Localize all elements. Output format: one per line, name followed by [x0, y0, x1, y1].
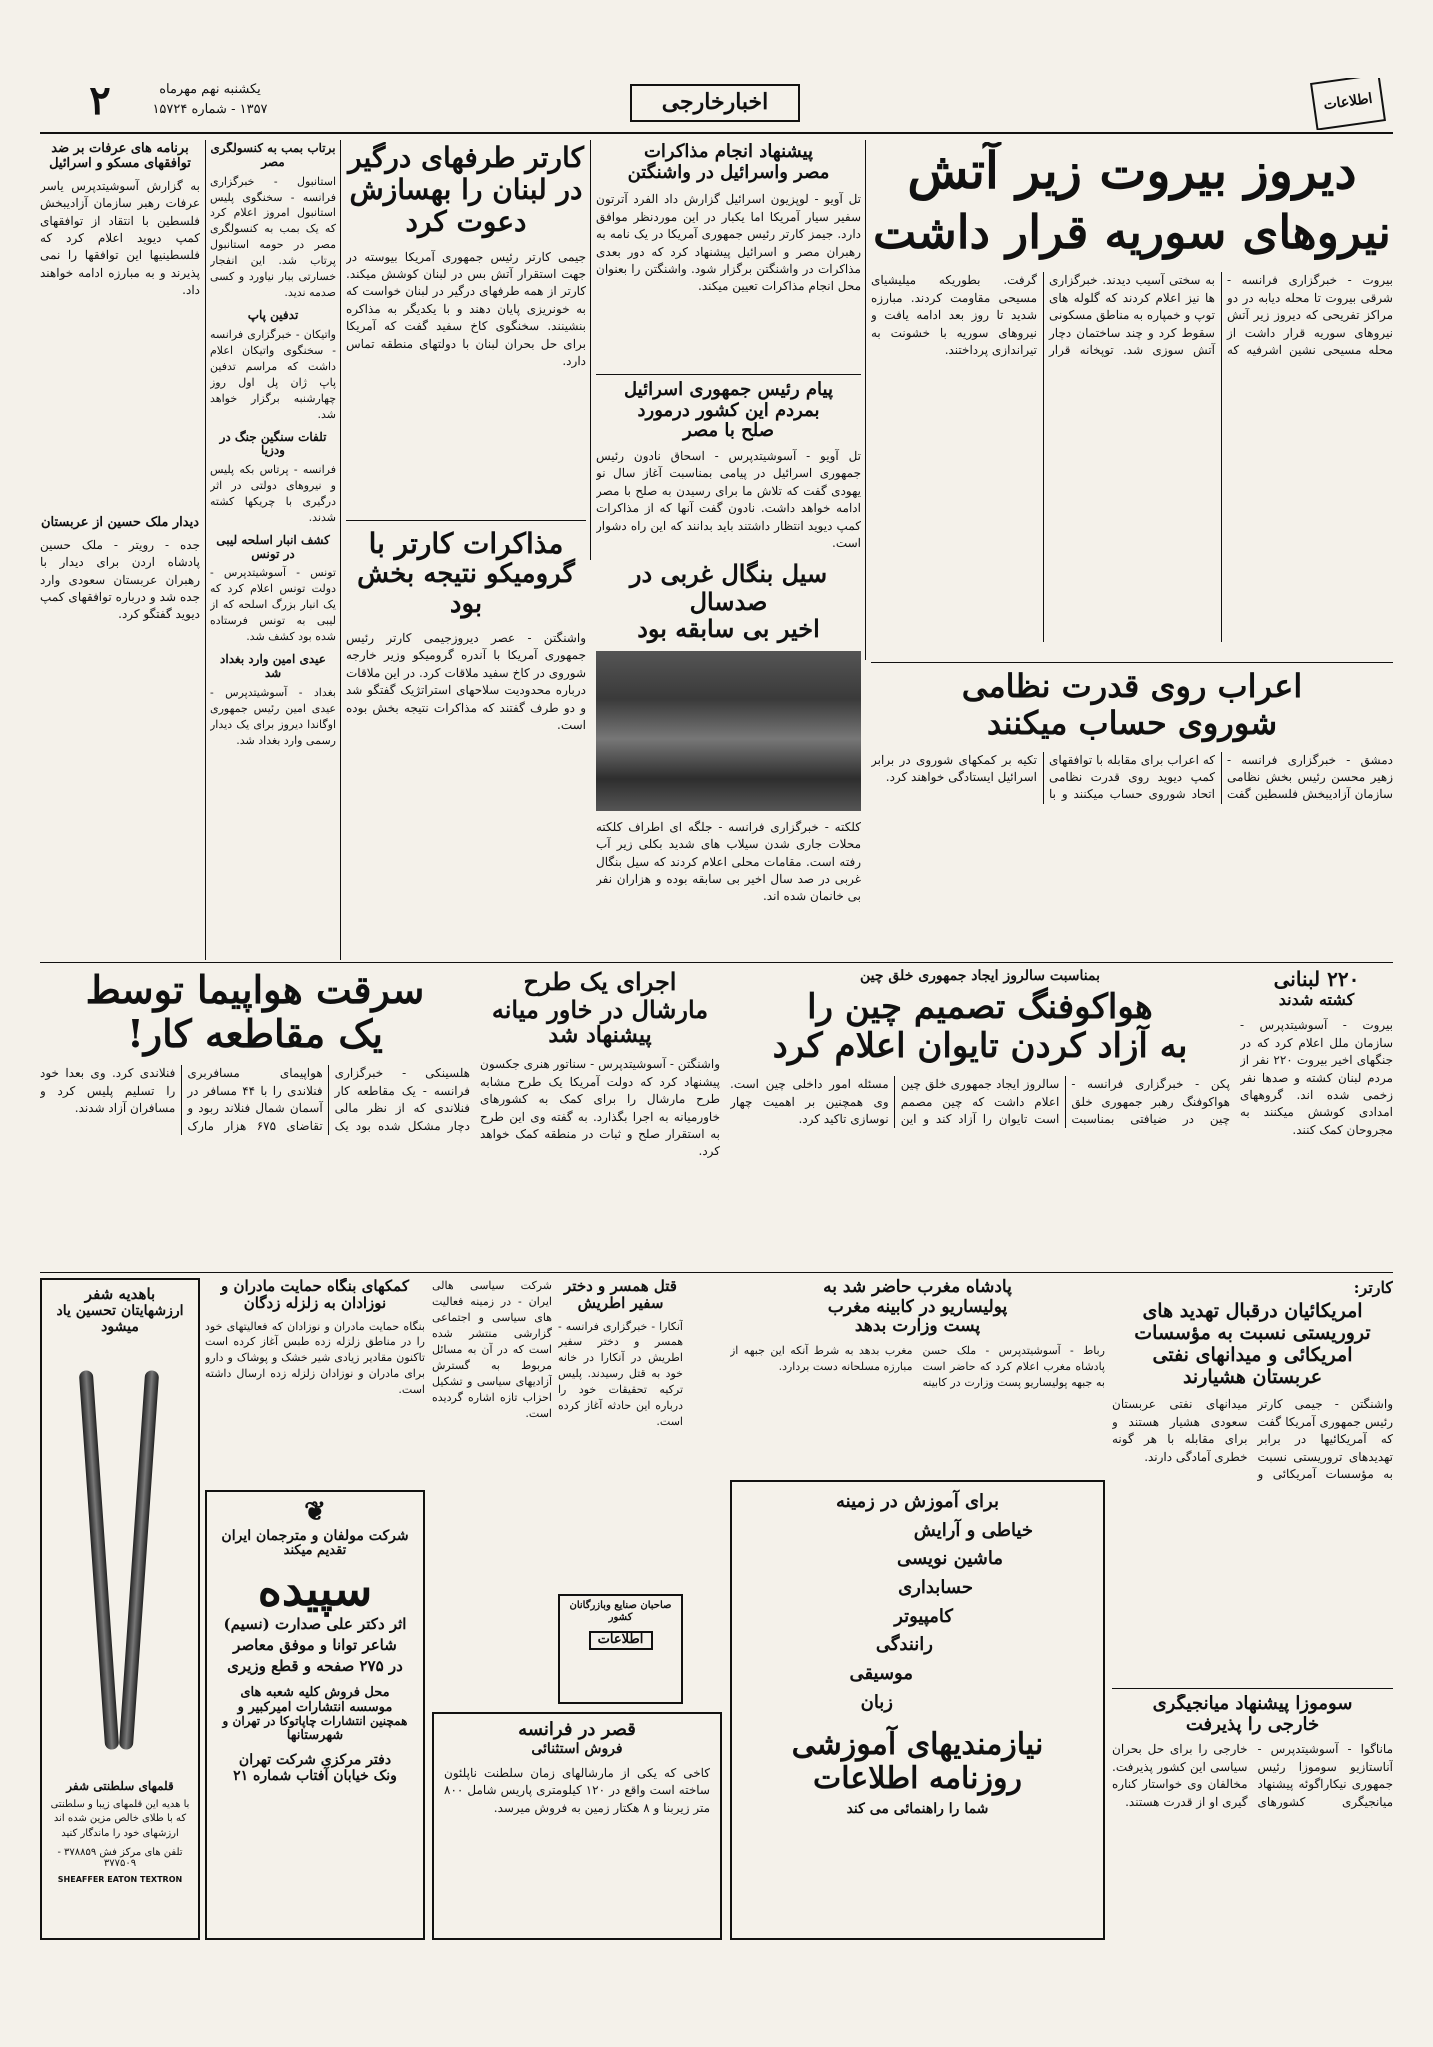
headline: صلح با مصر: [682, 420, 775, 442]
body-text: آنکارا - خبرگزاری فرانسه - همسر و دختر سفیر اطریش در آنکارا در خانه خود به قتل رسیدند. پلیس ترکیه تحقیقات خود را درباره این حادثه آغاز کرده است.: [558, 1319, 683, 1429]
ad-text: دفتر مرکزی شرکت تهران: [238, 1752, 392, 1769]
hua-guofeng-article: [730, 968, 1230, 1268]
body-text: جیمی کارتر رئیس جمهوری آمریکا بیوسته در جهت استقرار آتش بس در لبنان کوشش میکند. کارتر از همه طرفهای درگیر در لبنان خواست که به خونریزی پایان دهند و با یکدیگر به مذاکره بنشینند. سخنگوی کاخ سفید گفت که آمریکا برای حل بحران لبنان با دولتهای منطقه تماس دارد.: [346, 249, 586, 368]
ad-item: ماشین نویسی: [897, 1548, 1003, 1570]
ad-item: رانندگی: [875, 1634, 933, 1656]
pen-image: [119, 1370, 159, 1750]
body-text: رباط - آسوشیتدپرس - ملک حسن پادشاه مغرب اعلام کرد که حاضر است به جبهه پولیساریو پست وزارت در کابینه مغرب بدهد به شرط آنکه این جبهه از مبارزه مسلحانه دست بردارد.: [730, 1343, 1105, 1389]
divider: [596, 374, 861, 375]
body-text: واتیکان - خبرگزاری فرانسه - سخنگوی واتیکان اعلام داشت که مراسم تدفین پاپ ژان پل اول روز چهارشنبه برگزار خواهد شد.: [210, 327, 336, 421]
ad-text: صاحبان صنایع وبازرگانان کشور: [569, 1600, 672, 1623]
arabs-article: [871, 668, 1393, 958]
politics-article: [432, 1278, 552, 1588]
headline: نوزادان به زلزله زدگان: [243, 1294, 387, 1313]
carter-lebanon-article: [346, 142, 586, 517]
brand-logo: SHEAFFER EATON TEXTRON: [57, 1875, 183, 1885]
body-text: بغداد - آسوشیتدپرس - عیدی امین رئیس جمهوری اوگاندا دیروز برای یک دیدار رسمی وارد بغداد شد.: [210, 685, 336, 747]
body-text: بیروت - خبرگزاری فرانسه - شرقی بیروت تا محله دیابه در دو مراکز تفریحی که دیروز زیر آتش نیروهای سوریه قرار داشت از محله مسیحی نشین اشرفیه که به سختی آسیب دیدند. خبرگزاری ها نیز اعلام کردند که گلوله های توپ و خمپاره به مناطق مسکونی سقوط کرد و چند ساختمان دچار آتش سوزی شد. توپخانه قرار گرفت. بطوریکه میلیشیای مسیحی مقاومت کردند. مبارزه شدید تا روز بعد ادامه یافت و نیروهای سوریه با خشونت به تیراندازی پرداختند.: [871, 273, 1393, 357]
body-text: شرکت سیاسی هالی ایران - در زمینه فعالیت های سیاسی و اجتماعی گزارشی منتشر شده است که در آن به مسائل مربوط به گسترش آزادیهای سیاسی و تشکیل احزاب تازه اشاره گردیده است.: [432, 1279, 552, 1420]
flood-photo: [596, 651, 861, 811]
headline: سرقت هواپیما توسط: [85, 968, 425, 1012]
headline: یک مقاطعه کار!: [127, 1010, 383, 1056]
headline: قتل همسر و دختر: [564, 1278, 677, 1295]
arafat-article: [40, 142, 200, 957]
headline: سوموزا پیشنهاد میانجیگری: [1152, 1694, 1353, 1714]
somoza-article: [1112, 1694, 1393, 1940]
divider: [865, 140, 866, 660]
ad-logo: اطلاعات: [589, 1631, 653, 1650]
headline: دیدار ملک حسین از عربستان: [40, 514, 200, 530]
sheaffer-pen-ad: [40, 1278, 200, 1940]
headline: کمکهای بنگاه حمایت مادران و: [221, 1278, 409, 1295]
body-text: تونس - آسوشیتدپرس - دولت تونس اعلام کرد که یک انبار بزرگ اسلحه که از لیبی به تونس فرستاده شده بود کشف شد.: [210, 566, 336, 644]
headline: برتاب بمب به کنسولگری مصر: [210, 142, 336, 169]
president-message-article: [596, 380, 861, 555]
sepideh-book-ad: [205, 1490, 425, 1940]
ad-cta: شما را راهنمائی می کند: [846, 1800, 989, 1817]
headline: شوروی حساب میکنند: [986, 703, 1278, 742]
body-text: پکن - خبرگزاری فرانسه - هواکوفنگ رهبر جمهوری خلق چین در ضیافتی بمناسبت سالروز ایجاد جمهوری خلق چین اعلام داشت که چین مصمم است تایوان را آزاد کند و این مسئله امور داخلی چین است. وی همچنین بر اهمیت چهار نوسازی تاکید کرد.: [730, 1077, 1230, 1127]
briefs-column: [210, 142, 336, 957]
pen-image: [79, 1370, 119, 1750]
headline: کارتر طرفهای درگیر: [348, 142, 584, 174]
headline: مصر واسرائیل در واشنگتن: [627, 161, 830, 183]
headline: ۲۲۰ لبنانی: [1273, 968, 1360, 991]
ad-text: تقدیم میکند: [283, 1542, 347, 1558]
headline: گرومیکو نتیجه بخش بود: [357, 559, 575, 620]
divider: [346, 520, 586, 521]
body-text: تل آویو - آسوشیتدپرس - اسحاق نادون رئیس جمهوری اسرائیل در پیامی بمناسبت آغاز سال نو یهودی گفت که تلاش ما برای رسیدن به صلح با مصر ادامه خواهد داشت. نادون گفت آنها که از مذاکرات کمپ دیوید انتظار داشتند باید بدانند که این راه دشوار است.: [596, 449, 861, 551]
masthead: [40, 78, 1393, 130]
earthquake-aid-article: [205, 1278, 425, 1478]
body-text: واشنگتن - جیمی کارتر رئیس جمهوری آمریکا گفت که آمریکائیها در برابر تهدیدهای تروریستی نسبت به مؤسسات آمریکائی و میدانهای نفتی عربستان سعودی هشیار هستند و برای مقابله با هر گونه خطری آمادگی دارند.: [1112, 1397, 1393, 1481]
headline: اخیر بی سابقه بود: [637, 614, 820, 644]
body-text: به گزارش آسوشیتدپرس یاسر عرفات رهبر سازمان آزادیبخش فلسطین با انتقاد از توافقهای کمپ دیوید اعلام کرد که فلسطینیها این توافقها را نمی پذیرند و به مبارزه ادامه خواهند داد.: [40, 178, 200, 298]
ad-cta: روزنامه اطلاعات: [813, 1761, 1022, 1796]
headline: اعراب روی قدرت نظامی: [961, 668, 1303, 705]
ad-text: اثر دکتر علی صدارت (نسیم): [223, 1614, 407, 1633]
lead-headline: دیروز بیروت زیر آتش: [907, 142, 1357, 200]
education-ad: [730, 1480, 1105, 1940]
morocco-article: [730, 1278, 1105, 1473]
headline: مارشال در خاور میانه: [491, 994, 709, 1024]
headline: امریکائی و میدانهای نفتی: [1152, 1343, 1353, 1366]
newspaper-logo: اطلاعات: [1310, 78, 1386, 130]
ad-cta: نیازمندیهای آموزشی: [791, 1726, 1044, 1762]
ambassador-murder-article: [558, 1278, 683, 1588]
ad-text: با هدیه این قلمهای زیبا و سلطنتی که با طلای خالص مزین شده اند ارزشهای خود را ماندگار کنید: [50, 1798, 190, 1839]
ad-subtitle: قلمهای سلطنتی شفر: [66, 1780, 174, 1793]
body-text: ماناگوا - آسوشیتدپرس - آناستازیو سوموزا رئیس جمهوری نیکاراگوئه پیشنهاد میانجیگری کشورهای خارجی را برای حل بحران سیاسی این کشور پذیرفت. مخالفان وی خواستار کناره گیری او از قدرت هستند.: [1112, 1742, 1393, 1809]
ad-text: شرکت مولفان و مترجمان ایران: [221, 1527, 409, 1544]
ad-title: ارزشهایتان تحسین یاد: [56, 1303, 184, 1320]
body-text: هلسینکی - خبرگزاری فرانسه - یک مقاطعه کار فنلاندی که از نظر مالی دچار مشکل شده بود یک هواپیمای مسافربری فنلاندی را با ۴۴ مسافر در آسمان شمال فنلاند ربود و تقاضای ۶۷۵ هزار مارک فنلاندی کرد. وی بعدا خود را تسلیم پلیس کرد و مسافران آزاد شدند.: [40, 1066, 470, 1133]
ad-items-list: [732, 1521, 1103, 1714]
ad-item: کامپیوتر: [894, 1605, 953, 1627]
headline: تروریستی نسبت به مؤسسات: [1134, 1321, 1371, 1344]
headline: امریکائیان درقبال تهدید های: [1142, 1300, 1363, 1322]
body-text: فرانسه - پرتاس بکه پلیس و نیروهای دولتی در اثر درگیری با چریکها کشته شدند.: [210, 463, 336, 524]
ad-item: خیاطی و آرایش: [913, 1519, 1033, 1541]
lead-article: [871, 142, 1393, 662]
ad-title: میشود: [101, 1319, 139, 1336]
body-text: دمشق - خبرگزاری فرانسه - زهیر محسن رئیس بخش نظامی سازمان آزادیبخش فلسطین گفت که اعراب برای مقابله با توافقهای کمپ دیوید روی قدرت نظامی اتحاد شوروی حساب میکنند و با تکیه بر کمکهای شوروی در برابر اسرائیل ایستادگی خواهند کرد.: [871, 752, 1393, 802]
ad-intro: برای آموزش در زمینه: [836, 1491, 999, 1512]
body-text: تل آویو - لوپزیون اسرائیل گزارش داد الفرد آترتون سفیر سیار آمریکا اما یکبار در این موردنظر موافق دارد. جیمز کارتر رئیس جمهوری آمریکا در یک نامه به رهبران مصر و اسرائیل پیشنهاد کرد که دور بعدی مذاکرات در واشنگتن برگزار شود. واشنگتن را بعنوان محل انجام مذاکرات تعیین میکند.: [596, 192, 861, 294]
ad-title: باهدیه شفر: [84, 1285, 156, 1303]
ad-phone: تلفن های مرکز فش ۳۷۸۸۵۹ - ۳۷۷۵۰۹: [57, 1847, 183, 1870]
headline: تلفات سنگین جنگ در ودزیا: [219, 429, 327, 458]
headline: پادشاه مغرب حاضر شد به: [823, 1278, 1012, 1297]
headline: برنامه های عرفات بر ضد توافقهای مسکو و اسرائیل: [49, 142, 191, 171]
page-number: ۲: [89, 78, 111, 124]
headline: پولیساریو در کابینه مغرب: [827, 1296, 1008, 1317]
ettelaat-small-ad: [558, 1594, 683, 1704]
ad-item: موسیقی: [849, 1663, 913, 1685]
divider: [871, 662, 1393, 663]
body-text: کلکته - خبرگزاری فرانسه - جلگه ای اطراف کلکته محلات جاری شدن سیلاب های شدید بکلی زیر آب رفته است. مقامات محلی اعلام کردند که سیل بنگال غربی در صد سال اخیر بی سابقه بوده و هزاران نفر بی خانمان شده اند.: [596, 819, 861, 904]
hijack-article: [40, 968, 470, 1268]
headline: در لبنان را بهسازش: [349, 173, 583, 207]
headline: عربستان هشیارند: [1182, 1365, 1323, 1388]
book-title: سپیده: [257, 1561, 373, 1616]
headline: کشته شدند: [1278, 990, 1355, 1009]
ad-text: ونک خیابان آفتاب شماره ۲۱: [233, 1768, 397, 1785]
ad-text: شاعر توانا و موفق معاصر: [233, 1636, 397, 1655]
issue-line: ۱۳۵۷ - شماره ۱۵۷۲۴: [152, 102, 268, 117]
headline: سیل بنگال غربی در صدسال: [629, 560, 828, 616]
headline: اجرای یک طرح: [523, 968, 677, 996]
headline: خارجی را پذیرفت: [1185, 1713, 1320, 1735]
marshall-plan-article: [480, 968, 720, 1268]
headline: پیام رئیس جمهوری اسرائیل: [624, 380, 833, 400]
date-line: یکشنبه نهم مهرماه: [159, 82, 261, 97]
kicker: کارتر:: [1353, 1278, 1393, 1297]
carter-terror-article: [1112, 1278, 1393, 1678]
divider: [40, 962, 1393, 963]
body-text: واشنگتن - عصر دیروزجیمی کارتر رئیس جمهوری آمریکا با آندره گرومیکو وزیر خارجه شوروی در کاخ سفید ملاقات کرد. در این ملاقات درباره محدودیت سلاحهای استراتژیک گفتگو شد و دو طرف گفتند که مذاکرات نتیجه بخش بوده است.: [346, 630, 586, 732]
ad-text: در ۲۷۵ صفحه و قطع وزیری: [227, 1657, 403, 1676]
ad-logo-icon: ❦: [304, 1497, 326, 1527]
castle-sale-ad: [432, 1712, 722, 1940]
carter-gromyko-article: [346, 528, 586, 958]
kicker: بمناسبت سالروز ایجاد جمهوری خلق چین: [859, 968, 1101, 984]
body-text: واشنگتن - آسوشیتدپرس - سناتور هنری جکسون پیشنهاد کرد که دولت آمریکا یک طرح مشابه طرح مارشال را برای کمک به کشورهای خاورمیانه به اجرا بگذارد. به گفته وی این طرح به استقرار صلح و ثبات در منطقه کمک خواهد کرد.: [480, 1057, 720, 1159]
ad-text: شهرستانها: [286, 1728, 344, 1744]
body-text: بیروت - آسوشیتدپرس - سازمان ملل اعلام کرد که در جنگهای اخیر بیروت ۲۲۰ نفر از مردم لبنان کشته و صدها نفر زخمی شده اند. گروههای امدادی کوشش میکنند به مجروحان کمک کنند.: [1240, 1018, 1393, 1137]
bengal-flood-article: [596, 560, 861, 960]
lebanese-killed-article: [1240, 968, 1393, 1268]
headline: قصر در فرانسه: [518, 1719, 636, 1740]
body-text: کاخی که یکی از مارشالهای زمان سلطنت ناپلئون ساخته است واقع در ۱۲۰ کیلومتری پاریس شامل ۸۰۰ متر زیربنا و ۸ هکتار زمین به فروش میرسد.: [444, 1765, 710, 1815]
headline: عیدی امین وارد بغداد شد: [220, 652, 326, 680]
ad-text: همچنین انتشارات چاپاتوکا در تهران و: [222, 1714, 408, 1729]
headline: سفیر اطریش: [577, 1294, 664, 1313]
divider: [1112, 1688, 1393, 1689]
headline: پیشنهاد انجام مذاکرات: [643, 142, 814, 162]
divider: [205, 140, 206, 960]
headline: مذاکرات کارتر با: [368, 528, 564, 560]
headline: کشف انبار اسلحه لیبی در تونس: [216, 532, 330, 561]
divider: [40, 1272, 1393, 1273]
headline: پیشنهاد شد: [548, 1022, 652, 1049]
headline: دعوت کرد: [405, 205, 527, 239]
ad-item: حسابداری: [898, 1577, 973, 1599]
body-text: استانبول - خبرگزاری فرانسه - سخنگوی پلیس استانبول امروز اعلام کرد که یک بمب به کنسولگری مصر در حومه استانبول پرتاب شد. این انفجار خسارتی ببار نیاورد و کسی صدمه ندید.: [210, 174, 336, 300]
headline: فروش استثنائی: [531, 1740, 623, 1757]
ad-text: موسسه انتشارات امیرکبیر و: [237, 1699, 393, 1715]
headline: هواکوفنگ تصمیم چین را: [807, 987, 1153, 1028]
body-text: بنگاه حمایت مادران و نوزادان که فعالیتهای خود را در مناطق زلزله زده طبس آغاز کرده است تاکنون مقادیر زیادی شیر خشک و پوشاک و دارو برای مادران و نوزادان زلزله زده ارسال داشته است.: [205, 1319, 425, 1397]
divider: [340, 140, 341, 960]
section-title: اخبارخارجی: [630, 84, 800, 122]
headline: پست وزارت بدهد: [854, 1316, 981, 1337]
lead-headline: نیروهای سوریه قرار داشت: [873, 204, 1391, 259]
headline: تدفین پاپ: [247, 308, 299, 323]
body-text: جده - رویتر - ملک حسین پادشاه اردن برای دیدار با رهبران عربستان سعودی وارد جده شد و درباره توافقهای کمپ دیوید گفتگو کرد.: [40, 537, 200, 622]
masthead-rule: [40, 132, 1393, 134]
ad-item: زبان: [860, 1691, 893, 1713]
divider: [590, 140, 591, 560]
ad-text: محل فروش کلیه شعبه های: [240, 1684, 390, 1700]
headline: بمردم این کشور درمورد: [637, 399, 820, 421]
headline: به آزاد کردن تایوان اعلام کرد: [772, 1026, 1188, 1067]
negotiations-article: [596, 142, 861, 372]
